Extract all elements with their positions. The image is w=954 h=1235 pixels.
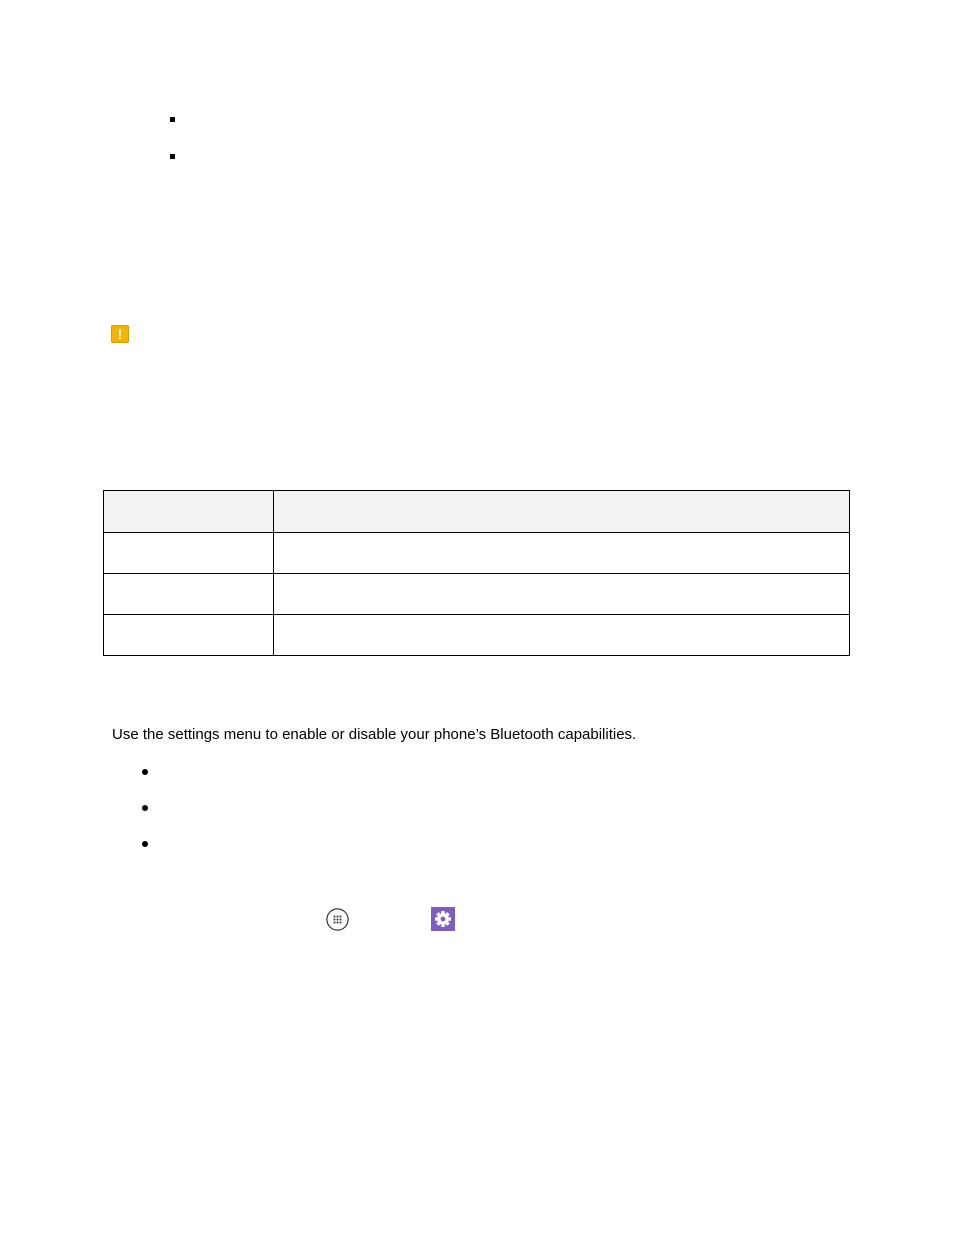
table-cell: [274, 615, 850, 656]
table-cell: [104, 533, 274, 574]
warning-icon: !: [111, 325, 129, 343]
apps-icon: [326, 908, 349, 931]
intro-paragraph: Use the settings menu to enable or disable your phone’s Bluetooth capabilities.: [112, 726, 637, 743]
table-cell: [274, 533, 850, 574]
round-bullet-3: [142, 841, 148, 847]
table-header-row: [104, 491, 850, 533]
info-table: [103, 490, 850, 656]
table-row: [104, 574, 850, 615]
table-cell: [104, 574, 274, 615]
table-header-cell: [104, 491, 274, 533]
table-row: [104, 615, 850, 656]
table-row: [104, 533, 850, 574]
table-cell: [104, 615, 274, 656]
square-bullet-2: [170, 154, 175, 159]
table-cell: [274, 574, 850, 615]
table-header-cell: [274, 491, 850, 533]
round-bullet-1: [142, 769, 148, 775]
settings-icon: [431, 907, 455, 931]
square-bullet-1: [170, 117, 175, 122]
round-bullet-2: [142, 805, 148, 811]
